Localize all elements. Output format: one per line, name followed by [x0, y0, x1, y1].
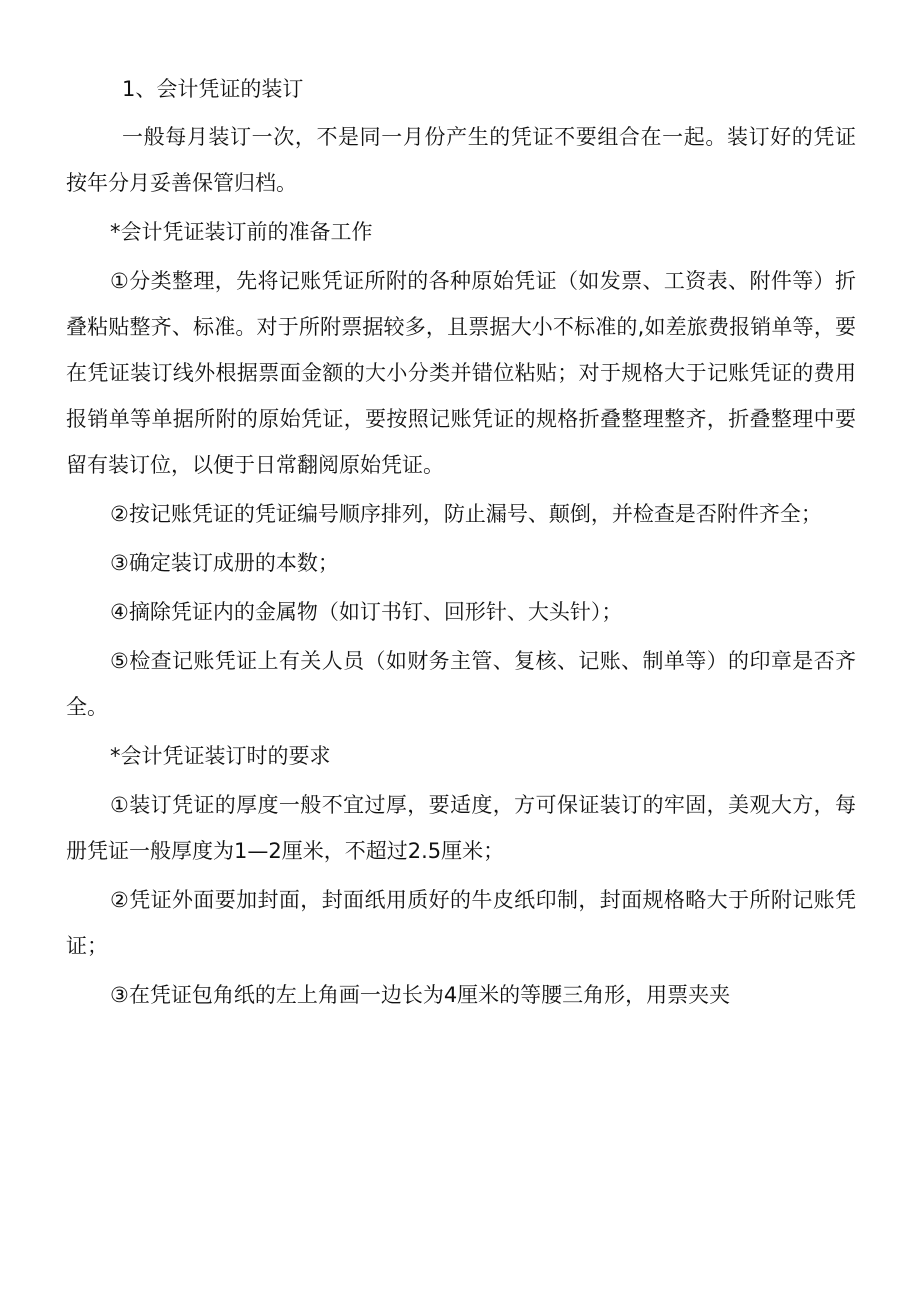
section-heading: 1、会计凭证的装订 — [122, 77, 304, 101]
document-body — [66, 66, 856, 1018]
before-item-2: ②按记账凭证的凭证编号顺序排列，防止漏号、颠倒，并检查是否附件齐全； — [110, 502, 822, 526]
during-item-1: ①装订凭证的厚度一般不宜过厚，要适度，方可保证装订的牢固，美观大方，每册凭证一般厚度为1—2厘米，不超过2.5厘米； — [66, 793, 856, 863]
during-section-title: *会计凭证装订时的要求 — [110, 744, 331, 768]
during-item-2: ②凭证外面要加封面，封面纸用质好的牛皮纸印制，封面规格略大于所附记账凭证； — [66, 888, 856, 958]
before-item-3: ③确定装订成册的本数； — [110, 551, 339, 575]
during-item-3: ③在凭证包角纸的左上角画一边长为4厘米的等腰三角形，用票夹夹 — [110, 983, 731, 1007]
before-item-1: ①分类整理，先将记账凭证所附的各种原始凭证（如发票、工资表、附件等）折叠粘贴整齐、标准。对于所附票据较多，且票据大小不标准的,如差旅费报销单等，要在凭证装订线外根据票面金额的大小分类并错位粘贴；对于规格大于记账凭证的费用报销单等单据所附的原始凭证，要按照记账凭证的规格折叠整理整齐，折叠整理中要留有装订位，以便于日常翻阅原始凭证。 — [66, 269, 856, 477]
before-section-title: *会计凭证装订前的准备工作 — [110, 220, 373, 244]
before-item-4: ④摘除凭证内的金属物（如订书钉、回形针、大头针）； — [110, 600, 623, 624]
intro-paragraph: 一般每月装订一次，不是同一月份产生的凭证不要组合在一起。装订好的凭证按年分月妥善保管归档。 — [66, 125, 856, 195]
before-item-5: ⑤检查记账凭证上有关人员（如财务主管、复核、记账、制单等）的印章是否齐全。 — [66, 649, 856, 719]
